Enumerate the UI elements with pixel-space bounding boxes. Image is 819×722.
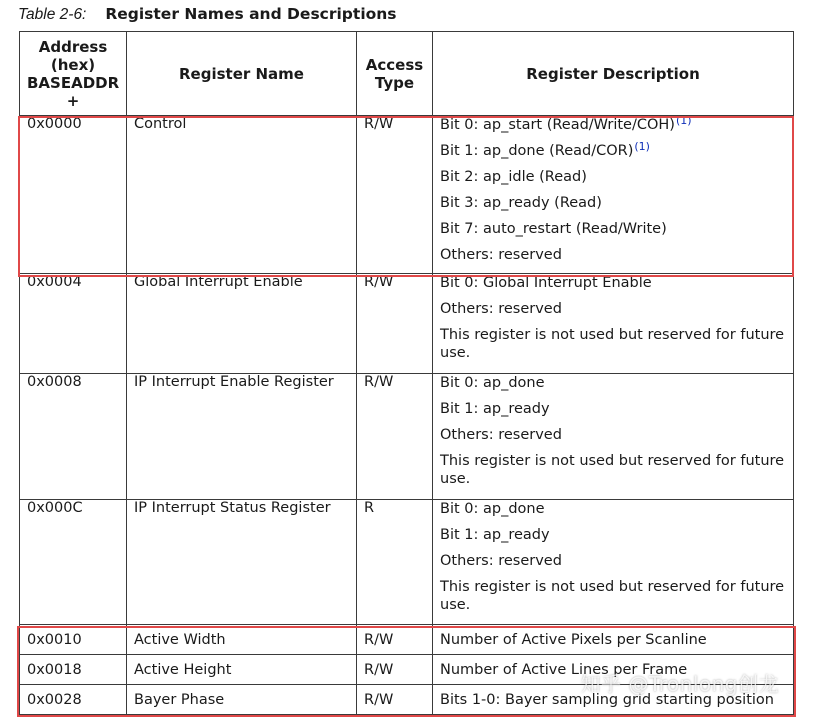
- description-line: Bit 7: auto_restart (Read/Write): [440, 221, 667, 237]
- description-cell: [433, 500, 794, 625]
- address-cell: 0x0008: [20, 374, 127, 500]
- description-line: Others: reserved: [440, 247, 562, 263]
- table-row: [20, 374, 794, 500]
- table-caption: [18, 5, 397, 24]
- description-cell: [433, 116, 794, 274]
- description-line: Bit 1: ap_done (Read/COR)$^{(1)}$: [440, 140, 650, 159]
- header-address-line: BASEADDR +: [27, 73, 120, 110]
- description-cell: [433, 274, 794, 374]
- footnote-ref[interactable]: (1): [634, 140, 650, 153]
- header-address: [20, 32, 127, 116]
- description-line: Bit 1: ap_ready: [440, 527, 550, 543]
- description-line: Bit 0: ap_done: [440, 375, 545, 391]
- access-type-cell: R/W: [357, 655, 433, 685]
- description-line: Bit 0: ap_done: [440, 501, 545, 517]
- description-line: Others: reserved: [440, 553, 562, 569]
- header-access-line: Type: [374, 73, 415, 92]
- header-address-line: (hex): [50, 55, 96, 74]
- description-cell: [433, 374, 794, 500]
- address-cell: 0x000C: [20, 500, 127, 625]
- access-type-cell: R/W: [357, 374, 433, 500]
- table-row: [20, 625, 794, 655]
- register-name-cell: Active Width: [127, 625, 357, 655]
- access-type-cell: R/W: [357, 116, 433, 274]
- access-type-cell: R/W: [357, 274, 433, 374]
- address-cell: 0x0004: [20, 274, 127, 374]
- description-line: Others: reserved: [440, 301, 562, 317]
- header-row: [20, 32, 794, 116]
- access-type-cell: R/W: [357, 685, 433, 715]
- table-row: [20, 274, 794, 374]
- header-access-type: [357, 32, 433, 116]
- register-name-cell: IP Interrupt Status Register: [127, 500, 357, 625]
- register-name-cell: Bayer Phase: [127, 685, 357, 715]
- table-number: Table 2-6:: [18, 6, 87, 23]
- register-name-cell: Control: [127, 116, 357, 274]
- address-cell: 0x0018: [20, 655, 127, 685]
- description-line: This register is not used but reserved for future use.: [440, 579, 785, 613]
- description-line: Bit 2: ap_idle (Read): [440, 169, 587, 185]
- register-name-cell: IP Interrupt Enable Register: [127, 374, 357, 500]
- table-title: Register Names and Descriptions: [105, 5, 397, 23]
- description-line: This register is not used but reserved for future use.: [440, 327, 785, 361]
- description-line: Others: reserved: [440, 427, 562, 443]
- table-row: [20, 500, 794, 625]
- header-register-name: Register Name: [127, 32, 357, 116]
- access-type-cell: R/W: [357, 625, 433, 655]
- access-type-cell: R: [357, 500, 433, 625]
- address-cell: 0x0028: [20, 685, 127, 715]
- footnote-ref[interactable]: (1): [675, 114, 692, 127]
- register-name-cell: Global Interrupt Enable: [127, 274, 357, 374]
- register-table: [19, 31, 794, 715]
- description-cell: Bits 1-0: Bayer sampling grid starting position: [433, 685, 794, 715]
- register-name-cell: Active Height: [127, 655, 357, 685]
- header-access-line: Access: [365, 55, 424, 74]
- table-row: [20, 116, 794, 274]
- description-line: Bit 0: Global Interrupt Enable: [440, 275, 652, 291]
- description-line: Bit 1: ap_ready: [440, 401, 550, 417]
- address-cell: 0x0000: [20, 116, 127, 274]
- description-cell: Number of Active Pixels per Scanline: [433, 625, 794, 655]
- header-register-description: Register Description: [433, 32, 794, 116]
- description-line: Bit 3: ap_ready (Read): [440, 195, 602, 211]
- description-cell: Number of Active Lines per Frame: [433, 655, 794, 685]
- header-address-line: Address: [38, 37, 108, 56]
- description-line: This register is not used but reserved for future use.: [440, 453, 785, 487]
- description-line: Bit 0: ap_start (Read/Write/COH)$^{(1)}$: [440, 114, 692, 133]
- watermark: 知乎 @Tronlong创龙: [580, 672, 779, 696]
- address-cell: 0x0010: [20, 625, 127, 655]
